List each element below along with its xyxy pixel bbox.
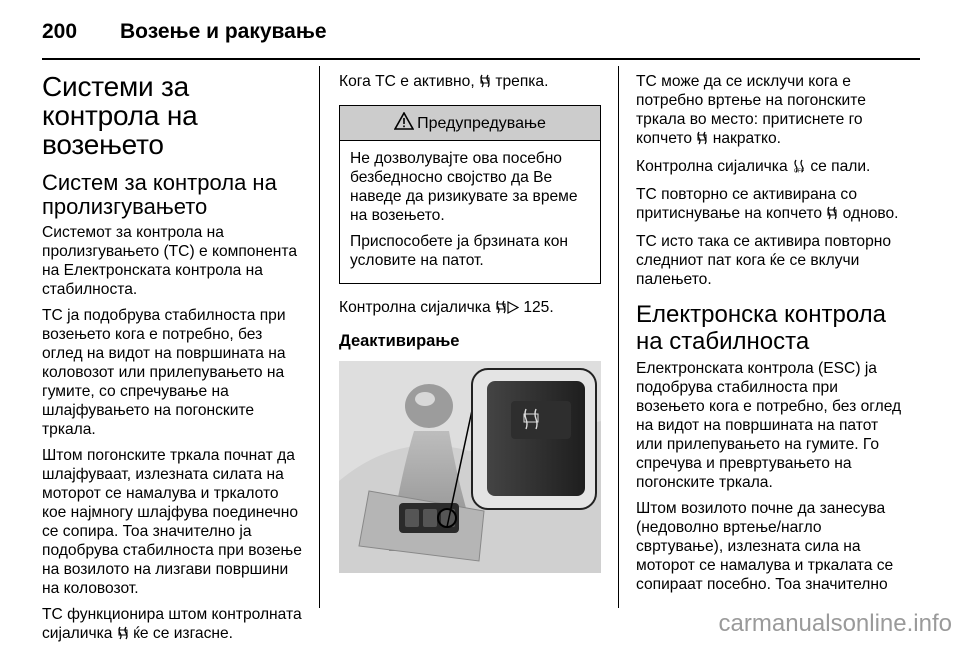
traction-control-icon — [696, 131, 708, 150]
text-span: ТС функционира штом контролната сијаличка — [42, 606, 302, 642]
svg-text:OFF: OFF — [793, 168, 804, 173]
warning-title: Предупредување — [417, 114, 546, 132]
subsection-heading: Деактивирање — [339, 332, 460, 350]
column-left — [42, 66, 304, 652]
column-divider — [618, 66, 619, 608]
page-number: 200 — [42, 20, 78, 43]
text-span: одново. — [838, 205, 899, 222]
paragraph: Штом возилото почне да занесува (недоволно вртење/нагло свртување), излезната сила на моторот се намалува и тркалата се сопираат посебно. Тоа значително — [636, 500, 894, 593]
paragraph: ТС исто така се активира повторно следниот пат кога ќе се вклучи палењето. — [636, 233, 892, 288]
warning-text: Приспособете ја брзината кон условите на патот. — [350, 233, 568, 269]
text-span: ТС може да се исклучи кога е потребно вртење на погонските тркала во место: притиснете го копчето — [636, 73, 866, 147]
paragraph: Штом погонските тркала почнат да шлајфуваат, излезната силата на моторот се намалува и тркалото кое најмногу шлајфува поединечно се сопира. Тоа значително ја подобрува стабилноста при возење на возилото на лизгави површини на коловозот. — [42, 447, 302, 597]
traction-control-icon — [479, 74, 491, 93]
warning-header — [340, 106, 600, 141]
text-span: се пали. — [805, 158, 871, 175]
page-ref-arrow-icon — [507, 300, 519, 319]
text-span: Контролна сијаличка — [636, 158, 792, 175]
gear-shift-console-photo — [339, 361, 601, 573]
text-span: накратко. — [708, 130, 781, 147]
warning-triangle-icon — [394, 112, 417, 135]
paragraph — [636, 157, 906, 178]
paragraph — [636, 72, 906, 150]
text-span: трепка. — [491, 73, 549, 90]
traction-control-icon — [495, 300, 507, 319]
paragraph: Електронската контрола (ESC) ја подобрува стабилноста при возењето кога е потребно, без оглед на видот на површината на патот или прилепувањето на гумите. Го спречува и превртувањето на погонските тркала. — [636, 360, 902, 491]
warning-text: Не дозволувајте ова посебно безбедносно својство да Ве наведе да ризикувате за време на возењето. — [350, 150, 578, 224]
traction-control-icon — [117, 626, 129, 645]
paragraph — [339, 72, 601, 93]
column-divider — [319, 66, 320, 608]
paragraph: ТС ја подобрува стабилноста при возењето кога е потребно, без оглед на видот на површината на коловозот или прилепувањето на гумите, со спречување на шлајфувањето на погонските тркала. — [42, 307, 286, 438]
paragraph — [636, 185, 906, 225]
traction-control-icon — [826, 206, 838, 225]
section-heading: Електронска контрола на стабилноста — [636, 301, 886, 355]
warning-body — [340, 141, 600, 283]
text-span: Контролна сијаличка — [339, 299, 495, 316]
paragraph: Системот за контрола на пролизгувањето (ТС) е компонента на Електронската контрола на стабилноста. — [42, 224, 298, 298]
column-middle — [339, 66, 601, 573]
text-span: ТС повторно се активирана со притиснување на копчето — [636, 186, 858, 222]
chapter-title: Возење и ракување — [120, 20, 327, 43]
subsection-heading: Систем за контрола на пролизгувањето — [42, 170, 277, 219]
header-rule — [42, 58, 920, 60]
tc-off-icon — [792, 159, 806, 178]
text-span: 125. — [518, 299, 554, 316]
cross-reference[interactable] — [339, 298, 601, 319]
page-header — [42, 14, 920, 54]
text-span: Кога ТС е активно, — [339, 73, 479, 90]
warning-box — [339, 105, 601, 284]
paragraph — [42, 605, 304, 645]
column-right — [636, 66, 906, 601]
watermark: carmanualsonline.info — [718, 610, 952, 637]
section-heading: Системи за контрола на возењето — [42, 71, 198, 160]
text-span: ќе се изгасне. — [128, 625, 234, 642]
